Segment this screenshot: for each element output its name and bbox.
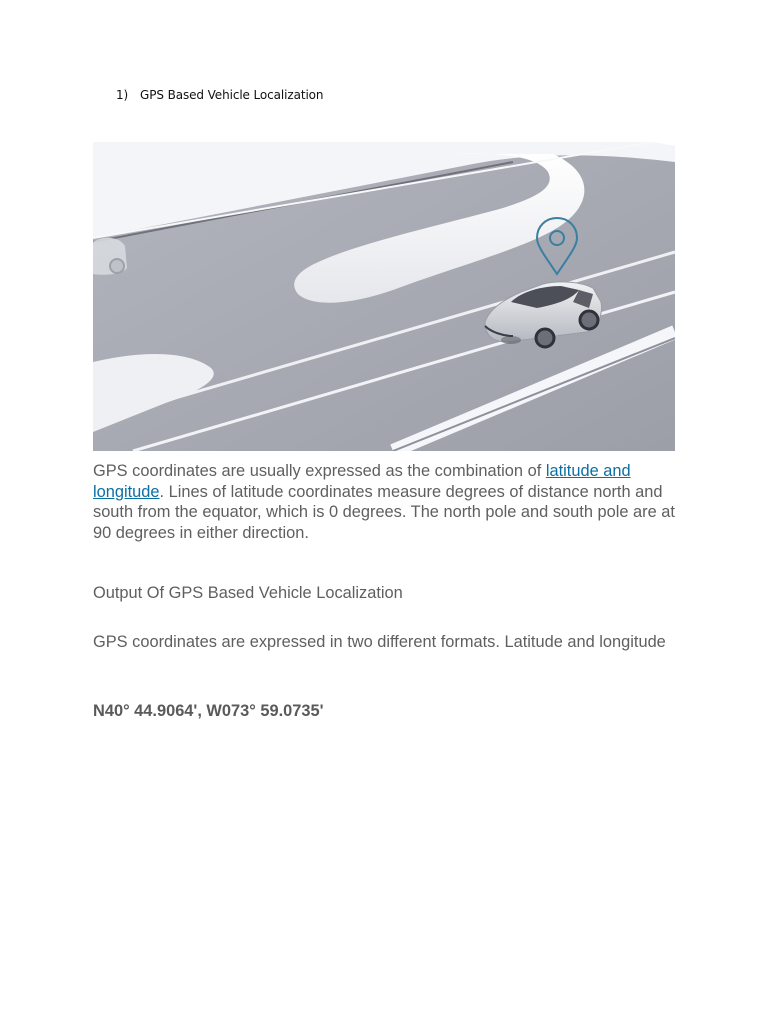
paragraph-text-start: GPS coordinates are usually expressed as the combination of	[93, 462, 546, 480]
list-number: 1)	[116, 88, 129, 102]
gps-coordinates: N40° 44.9064', W073° 59.0735'	[93, 702, 324, 720]
output-section-title: Output Of GPS Based Vehicle Localization	[93, 584, 403, 602]
paragraph-text-end: . Lines of latitude coordinates measure degrees of distance north and south from the equator, which is 0 degrees. The north pole and south pole are at 90 degrees in either direction.	[93, 482, 675, 542]
formats-description: GPS coordinates are expressed in two different formats. Latitude and longitude	[93, 633, 666, 651]
latitude-longitude-link[interactable]: latitude and longitude	[93, 462, 631, 501]
gps-description-paragraph	[93, 461, 683, 543]
section-heading	[116, 88, 323, 102]
vehicle-road-illustration	[93, 142, 675, 451]
heading-title: GPS Based Vehicle Localization	[140, 88, 324, 102]
